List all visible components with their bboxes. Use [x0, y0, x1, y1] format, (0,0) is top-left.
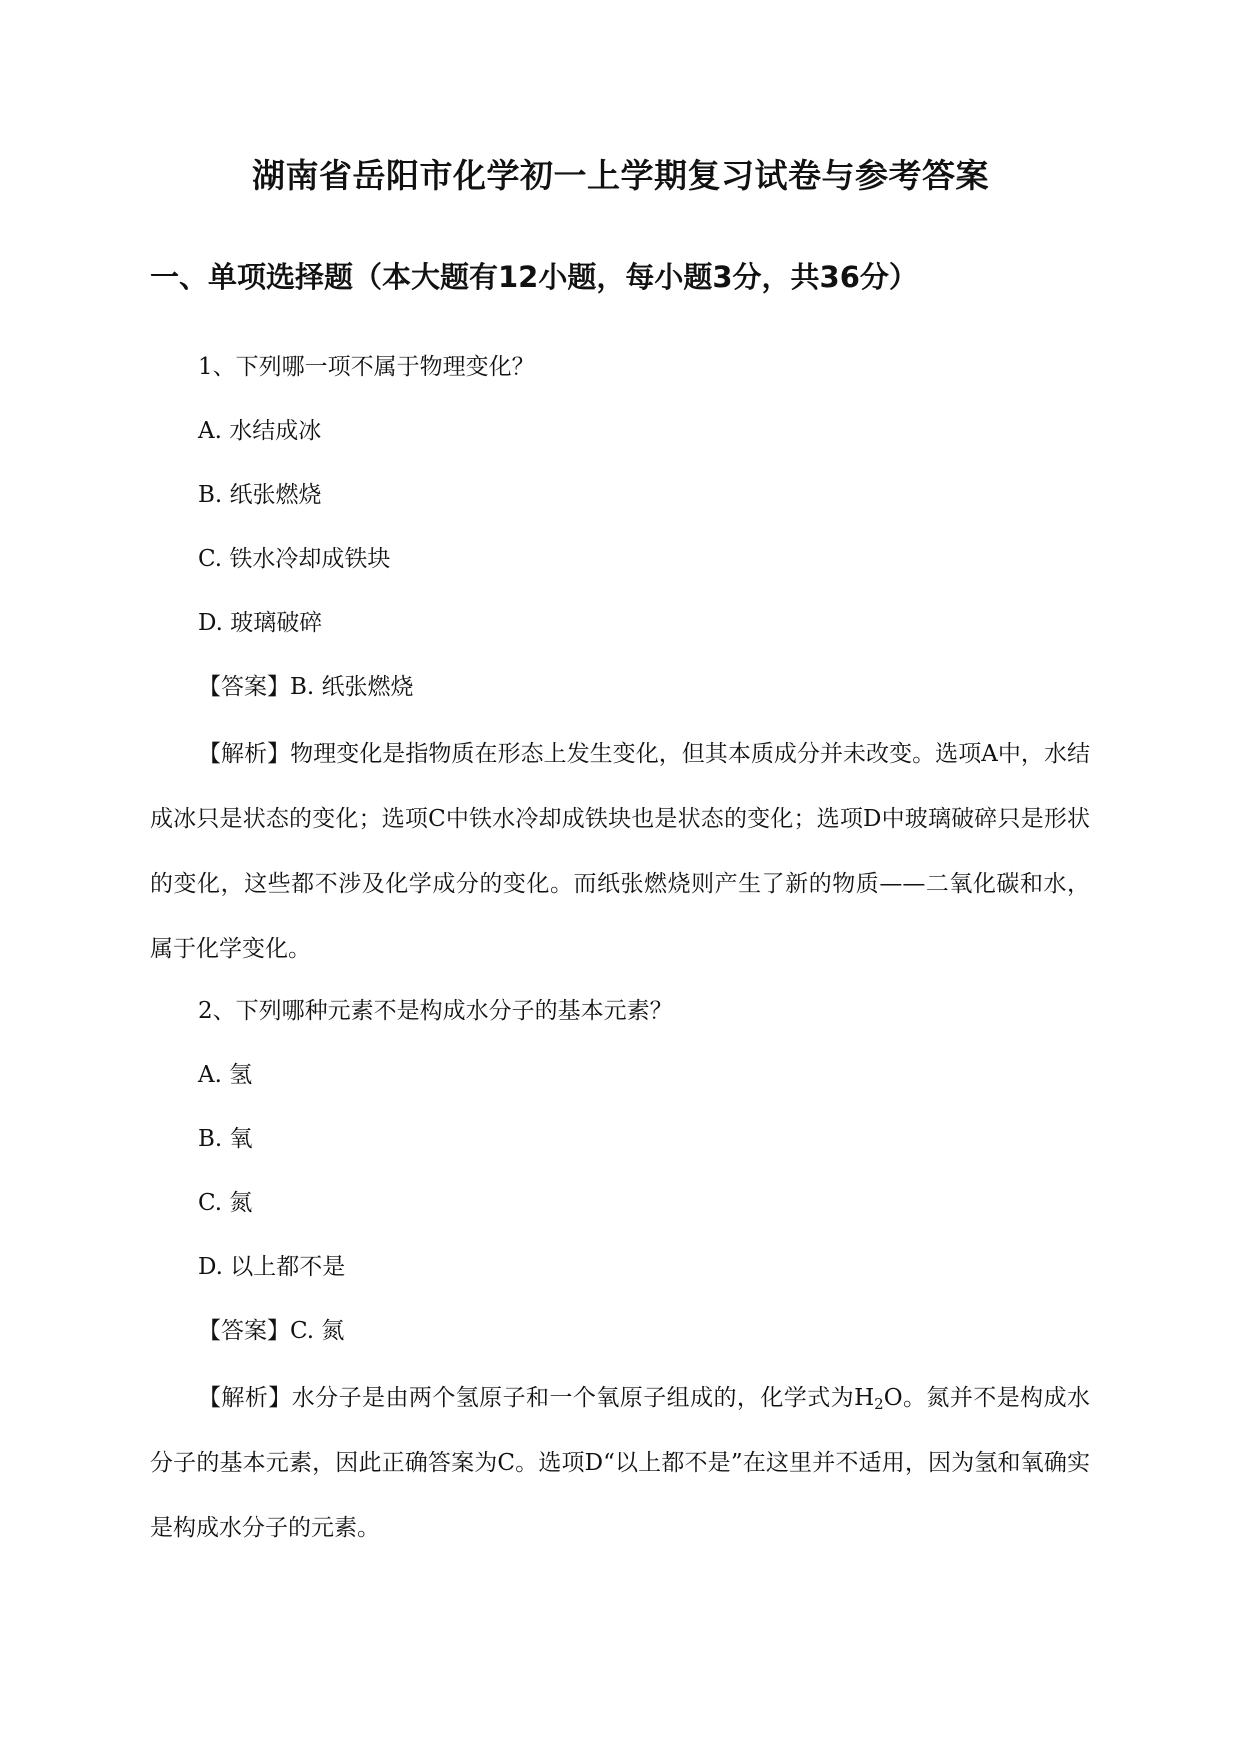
- answer-text: B. 纸张燃烧: [290, 674, 414, 700]
- question-2-analysis: [150, 1366, 1090, 1561]
- section-heading: 一、单项选择题（本大题有12小题，每小题3分，共36分）: [150, 260, 918, 294]
- question-1-option-b: B. 纸张燃烧: [198, 482, 322, 508]
- analysis-text-part-1: 水分子是由两个氢原子和一个氧原子组成的，化学式为H: [291, 1385, 875, 1411]
- question-2-option-c: C. 氮: [198, 1190, 253, 1216]
- question-2-stem: 2、下列哪种元素不是构成水分子的基本元素？: [198, 998, 673, 1024]
- question-1-answer: [198, 671, 414, 703]
- formula-subscript: 2: [874, 1395, 884, 1413]
- document-title: 湖南省岳阳市化学初一上学期复习试卷与参考答案: [252, 156, 989, 195]
- analysis-text-part-2: O。氮并不是构成水分子的基本元素，因此正确答案为C。选项D“以上都不是”在这里并不适用，因为氢和氧确实是构成水分子的元素。: [150, 1385, 1091, 1541]
- answer-tag: 【答案】: [198, 674, 290, 700]
- question-2-option-d: D. 以上都不是: [198, 1254, 346, 1280]
- question-1-option-d: D. 玻璃破碎: [198, 610, 323, 636]
- answer-text: C. 氮: [290, 1318, 345, 1344]
- question-2-option-a: A. 氢: [198, 1062, 253, 1088]
- question-2-answer: [198, 1315, 344, 1347]
- analysis-tag: 【解析】: [198, 1385, 292, 1411]
- question-1-analysis: [150, 722, 1090, 982]
- question-2-option-b: B. 氧: [198, 1126, 253, 1152]
- analysis-text: 物理变化是指物质在形态上发生变化，但其本质成分并未改变。选项A中，水结成冰只是状态的变化；选项C中铁水冷却成铁块也是状态的变化；选项D中玻璃破碎只是形状的变化，这些都不涉及化学成分的变化。而纸张燃烧则产生了新的物质——二氧化碳和水，属于化学变化。: [150, 741, 1090, 962]
- analysis-tag: 【解析】: [198, 741, 291, 767]
- answer-tag: 【答案】: [198, 1318, 290, 1344]
- question-1-option-a: A. 水结成冰: [198, 418, 322, 444]
- question-1-option-c: C. 铁水冷却成铁块: [198, 546, 391, 572]
- question-1-stem: 1、下列哪一项不属于物理变化？: [198, 354, 535, 380]
